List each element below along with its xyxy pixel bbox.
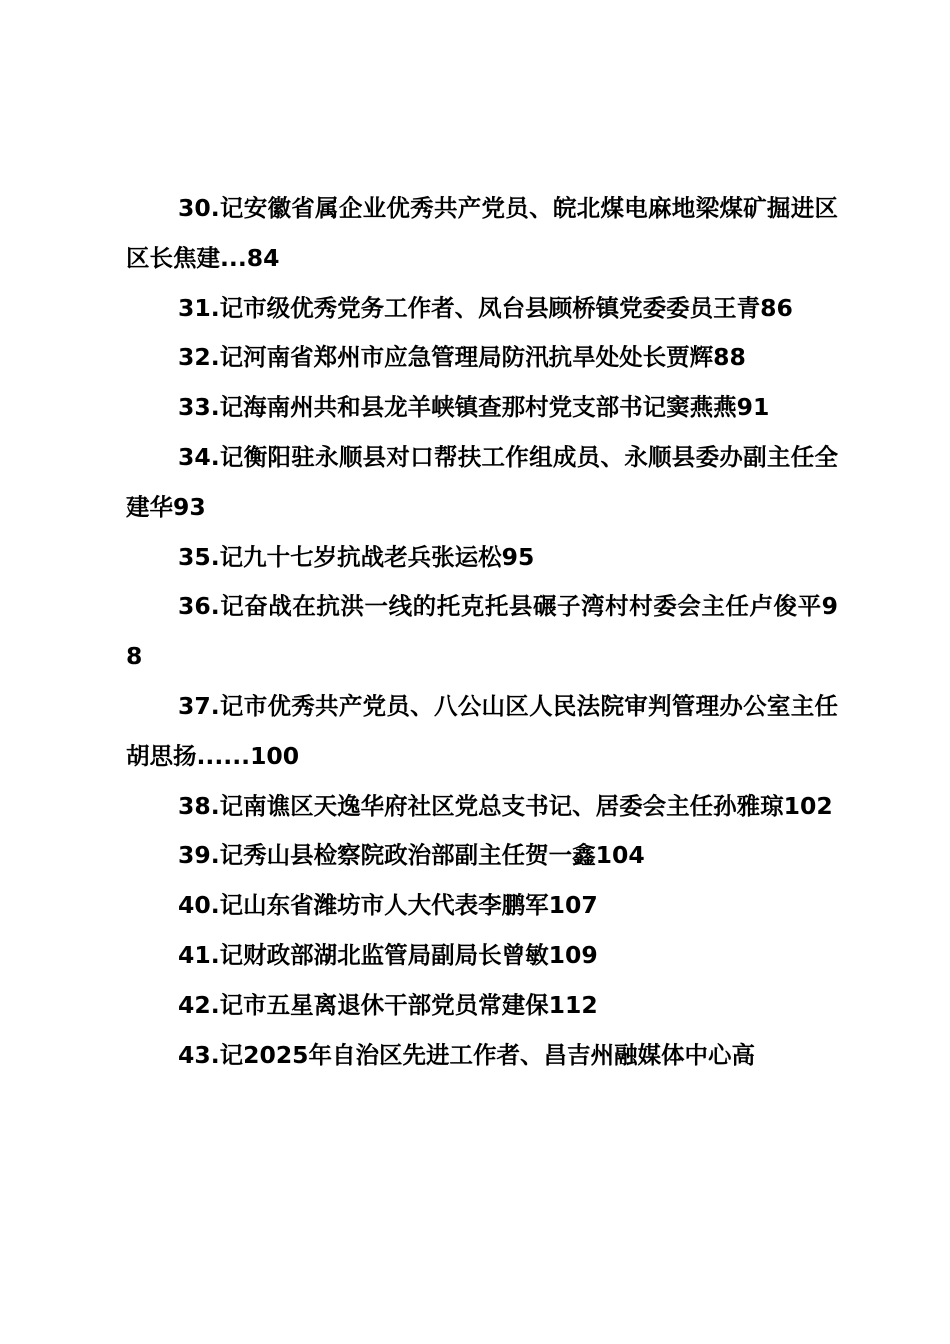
toc-entry: 39.记秀山县检察院政治部副主任贺一鑫104 <box>178 841 645 870</box>
toc-entry: 35.记九十七岁抗战老兵张运松95 <box>178 542 535 571</box>
toc-entry: 42.记市五星离退休干部党员常建保112 <box>178 990 598 1019</box>
table-of-contents <box>126 184 838 1080</box>
toc-entry: 31.记市级优秀党务工作者、凤台县顾桥镇党委委员王青86 <box>178 293 793 322</box>
toc-entry: 33.记海南州共和县龙羊峡镇查那村党支部书记窦燕燕91 <box>178 393 770 422</box>
toc-entry: 32.记河南省郑州市应急管理局防汛抗旱处处长贾辉88 <box>178 343 746 372</box>
toc-entry: 41.记财政部湖北监管局副局长曾敏109 <box>178 940 598 969</box>
toc-entry: 40.记山东省潍坊市人大代表李鹏军107 <box>178 891 598 920</box>
toc-entry: 37.记市优秀共产党员、八公山区人民法院审判管理办公室主任胡思扬......100 <box>126 691 838 770</box>
toc-entry: 30.记安徽省属企业优秀共产党员、皖北煤电麻地梁煤矿掘进区区长焦建...84 <box>126 194 838 272</box>
toc-entry: 38.记南谯区天逸华府社区党总支书记、居委会主任孙雅琼102 <box>178 791 833 820</box>
toc-entry: 43.记2025年自治区先进工作者、昌吉州融媒体中心高 <box>178 1040 756 1069</box>
toc-entry: 34.记衡阳驻永顺县对口帮扶工作组成员、永顺县委办副主任全建华93 <box>126 442 838 521</box>
toc-entry: 36.记奋战在抗洪一线的托克托县碾子湾村村委会主任卢俊平98 <box>126 592 838 671</box>
